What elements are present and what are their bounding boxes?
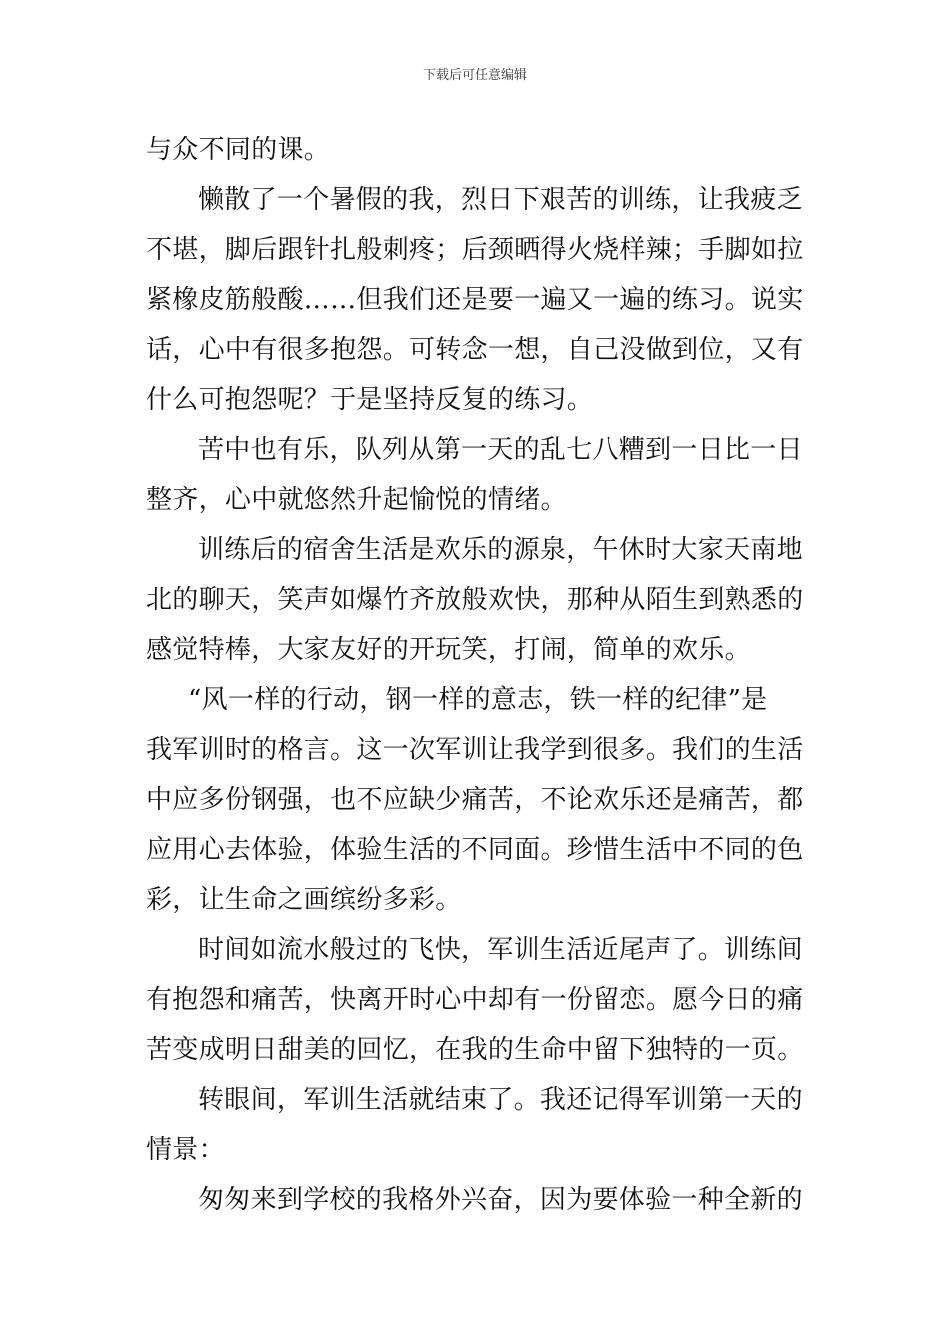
text-line: 彩，让生命之画缤纷多彩。 bbox=[146, 885, 462, 915]
paragraph-first-line: “风一样的行动，钢一样的意志，铁一样的纪律”是 bbox=[188, 685, 768, 715]
text-line: 北的聊天，笑声如爆竹齐放般欢快，那种从陌生到熟悉的 bbox=[146, 585, 804, 615]
text-line: 中应多份钢强，也不应缺少痛苦，不论欢乐还是痛苦，都 bbox=[146, 785, 804, 815]
text-line: 话，心中有很多抱怨。可转念一想，自己没做到位，又有 bbox=[146, 335, 804, 365]
text-line: 与众不同的课。 bbox=[146, 135, 331, 165]
paragraph-first-line: 匆匆来到学校的我格外兴奋，因为要体验一种全新的 bbox=[198, 1185, 803, 1215]
page-header: 下载后可任意编辑 bbox=[422, 68, 527, 83]
paragraph-first-line: 苦中也有乐，队列从第一天的乱七八糟到一日比一日 bbox=[198, 435, 803, 465]
paragraph-first-line: 时间如流水般过的飞快，军训生活近尾声了。训练间 bbox=[198, 935, 803, 965]
text-line: 整齐，心中就悠然升起愉悦的情绪。 bbox=[146, 485, 567, 515]
paragraph-first-line: 懒散了一个暑假的我，烈日下艰苦的训练，让我疲乏 bbox=[198, 185, 803, 215]
text-line: 苦变成明日甜美的回忆，在我的生命中留下独特的一页。 bbox=[146, 1035, 804, 1065]
text-line: 有抱怨和痛苦，快离开时心中却有一份留恋。愿今日的痛 bbox=[146, 985, 804, 1015]
text-line: 紧橡皮筋般酸……但我们还是要一遍又一遍的练习。说实 bbox=[146, 285, 804, 315]
paragraph-first-line: 转眼间，军训生活就结束了。我还记得军训第一天的 bbox=[198, 1085, 803, 1115]
text-line: 我军训时的格言。这一次军训让我学到很多。我们的生活 bbox=[146, 735, 804, 765]
text-line: 应用心去体验，体验生活的不同面。珍惜生活中不同的色 bbox=[146, 835, 804, 865]
paragraph-first-line: 训练后的宿舍生活是欢乐的源泉，午休时大家天南地 bbox=[198, 535, 803, 565]
text-line: 情景： bbox=[146, 1135, 225, 1165]
text-line: 不堪，脚后跟针扎般刺疼；后颈晒得火烧样辣；手脚如拉 bbox=[146, 235, 804, 265]
text-line: 什么可抱怨呢？于是坚持反复的练习。 bbox=[146, 385, 594, 415]
text-line: 感觉特棒，大家友好的开玩笑，打闹，简单的欢乐。 bbox=[146, 635, 751, 665]
